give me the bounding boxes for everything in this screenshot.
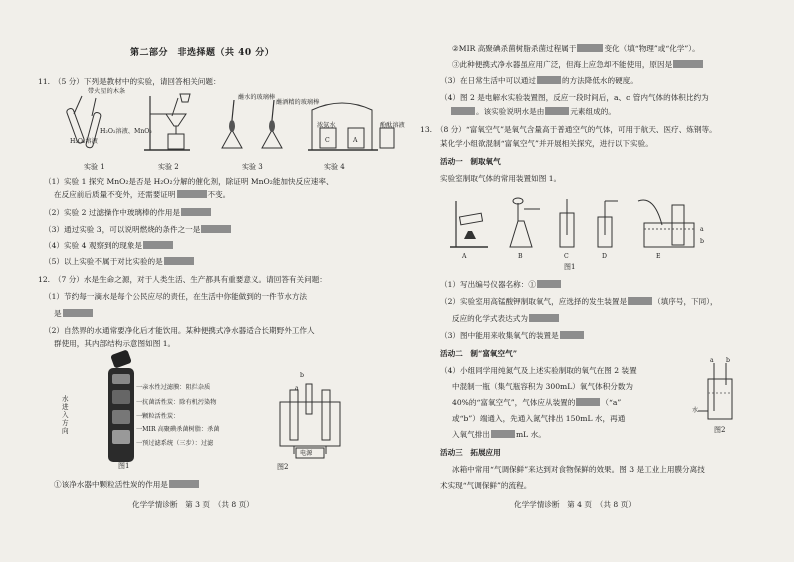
answer-blank[interactable] [143,241,173,249]
gas-bottle-figure [690,355,746,425]
caption-exp3: 实验 3 [242,163,263,171]
bottle-label-a: a [710,357,714,364]
apparatus-e [638,200,694,247]
answer-blank[interactable] [537,280,561,288]
exp3-combustion [222,100,282,148]
exp1-label-b: H₂O₂溶液 [70,138,98,145]
activity-1-desc: 实验室制取气体的常用装置如图 1。 [440,174,562,183]
apparatus-label-b: B [518,253,523,260]
exp4-label-c: C [325,137,330,144]
fig2-label-b: b [300,372,304,379]
activity-3-title: 活动三 拓展应用 [440,448,501,457]
q12-sub1: ①该净水器中颗粒活性炭的作用是 [54,480,200,490]
r-line2: ③此种便携式净水器虽应用广泛，但海上应急却不能使用，原因是 [452,60,704,70]
fig1-label-1: 一亲水性过滤膜：阻拦杂质 [136,384,211,391]
exp1-label-a: 带火星的木条 [88,88,126,95]
q12-stem: 12. （7 分）水是生命之源，对于人类生活、生产都具有重要意义。请回答有关问题： [38,275,327,284]
apparatus-label-a: A [462,253,467,260]
water-purifier-figure [92,350,162,468]
q12-line2: 是 [54,309,94,319]
apparatus-b [510,198,540,247]
answer-blank[interactable] [491,430,515,438]
apparatus-e-label-b: b [700,238,704,245]
page-3 [38,0,408,562]
q13-stem2: 某化学小组欲混制“富氧空气”并开展相关探究，进行以下实验。 [440,139,653,148]
gas-apparatus-figure [448,195,718,253]
caption-exp2: 实验 2 [158,163,179,171]
apparatus-label-c: C [564,253,569,260]
q11-experiments-figure [62,90,402,160]
bottle-water-label: 水 [692,407,699,414]
activity-2-title: 活动二 制“富氧空气” [440,349,518,358]
q12-line4: 群使用，其内部结构示意图如图 1。 [54,339,176,348]
apparatus-e-label-a: a [700,226,704,233]
act2-line3: 40%的“富氧空气”，气体应从装置的 （“a” [452,398,622,407]
q11-stem: 11. （5 分）下列是教材中的实验，请回答相关问题： [38,77,221,86]
r-line3: （3）在日常生活中可以通过 的方法降低水的硬度。 [440,76,638,85]
fig1-caption: 图1 [118,462,130,470]
answer-blank[interactable] [451,107,475,115]
exp3-label-a: 蘸水的玻璃棒 [238,94,276,101]
apparatus-fig-caption: 图1 [564,263,576,271]
r-line5: 。该实验说明水是由 元素组成的。 [450,107,616,117]
q13-line1: （1）写出编号仪器名称：① [440,280,562,290]
answer-blank[interactable] [63,309,93,317]
q12-line1: （1）节约每一滴水是每个公民应尽的责任，在生活中你能做到的一件节水方法 [44,292,308,301]
q13-line3: 反应的化学式表达式为 [452,314,560,324]
answer-blank[interactable] [545,107,569,115]
section-title: 第二部分 非选择题（共 40 分） [130,48,275,58]
r-line1: ②MIR 高聚碘杀菌树脂杀菌过程属于 变化（填“物理”或“化学”）。 [452,44,700,53]
answer-blank[interactable] [177,190,207,198]
caption-exp1: 实验 1 [84,163,105,171]
answer-blank[interactable] [529,314,559,322]
apparatus-c [560,199,574,247]
apparatus-a [450,201,488,247]
act2-line5: 入氧气排出 mL 水。 [452,430,546,439]
exp4-label-a: 浓氨水 [317,122,336,129]
answer-blank[interactable] [537,76,561,84]
q13-line2: （2）实验室用高锰酸钾制取氧气，应选择的发生装置是 （填序号，下同）， [440,297,718,306]
answer-blank[interactable] [628,297,652,305]
bottle-label-b: b [726,357,730,364]
act3-line2: 术实现“气调保鲜”的流程。 [440,481,532,490]
caption-exp4: 实验 4 [324,163,345,171]
q11-line5: （4）实验 4 观察到的现象是 [44,241,174,251]
q11-line4: （3）通过实验 3，可以说明燃烧的条件之一是 [44,225,232,235]
exp2-filtration [144,94,190,150]
fig1-label-5: 一预过滤系统（三步）：过滤 [136,440,214,447]
fig2-caption: 图2 [277,463,289,471]
footer-right: 化学学情诊断 第 4 页 （共 8 页） [514,500,636,509]
apparatus-d [598,201,618,247]
answer-blank[interactable] [201,225,231,233]
apparatus-label-d: D [602,253,607,260]
q13-stem: 13. （8 分）“富氧空气”是氧气含量高于普通空气的气体，可用于航天、医疗、炼钢等。 [420,125,717,134]
answer-blank[interactable] [181,208,211,216]
act2-line2: 中混制一瓶（集气瓶容积为 300mL）氧气体积分数为 [452,382,634,391]
fig1-flow-direction: 水进入方向 [62,395,69,435]
answer-blank[interactable] [169,480,199,488]
q11-line6: （5）以上实验不属于对比实验的是 [44,257,195,267]
q13-line4: （3）图中能用来收集氧气的装置是 [440,331,585,341]
q11-line1: （1）实验 1 探究 MnO₂是否是 H₂O₂分解的催化剂，除证明 MnO₂能加快反应速率、 [44,177,334,186]
fig1-label-4: 一MIR 高聚碘杀菌树脂：杀菌 [136,426,220,433]
activity-1-title: 活动一 制取氧气 [440,157,501,166]
exp3-label-b: 蘸酒精的玻璃棒 [276,99,320,106]
fig2-label-a: a [295,385,299,392]
q11-line2: 在反应前后质量不变外，还需要证明 不变。 [54,190,231,199]
exp4-label-b: 酚酞溶液 [380,122,405,129]
exp1-label-c: H₂O₂溶液、MnO₂ [100,128,152,135]
q12-line3: （2）自然界的水通常要净化后才能饮用。某种便携式净水器适合长期野外工作人 [44,326,315,335]
fig1-label-3: 一颗粒活性炭： [136,413,180,420]
r-line4: （4）图 2 是电解水实验装置图，反应一段时间后，a、c 管内气体的体积比约为 [440,93,709,102]
page-4 [418,0,748,562]
answer-blank[interactable] [560,331,584,339]
answer-blank[interactable] [576,398,600,406]
electrolysis-figure [270,380,360,460]
answer-blank[interactable] [164,257,194,265]
act3-line1: 冰箱中常用“气调保鲜”来达到对食物保鲜的效果。图 3 是工业上用膜分离技 [452,465,705,474]
exp4-label-d: A [353,137,358,144]
answer-blank[interactable] [577,44,603,52]
q11-line3: （2）实验 2 过滤操作中玻璃棒的作用是 [44,208,212,218]
fig1-label-2: 一抗菌活性炭：除有机污染物 [136,399,217,406]
bottle-fig-caption: 图2 [714,426,726,434]
act2-line1: （4）小组同学用纯氮气及上述实验制取的氧气在图 2 装置 [440,366,637,375]
act2-line4: 或“b”）端通入，先通入氮气排出 150mL 水，再通 [452,414,626,423]
footer-left: 化学学情诊断 第 3 页 （共 8 页） [132,500,254,509]
apparatus-label-e: E [656,253,661,260]
fig2-power: 电源 [300,450,313,457]
answer-blank[interactable] [673,60,703,68]
